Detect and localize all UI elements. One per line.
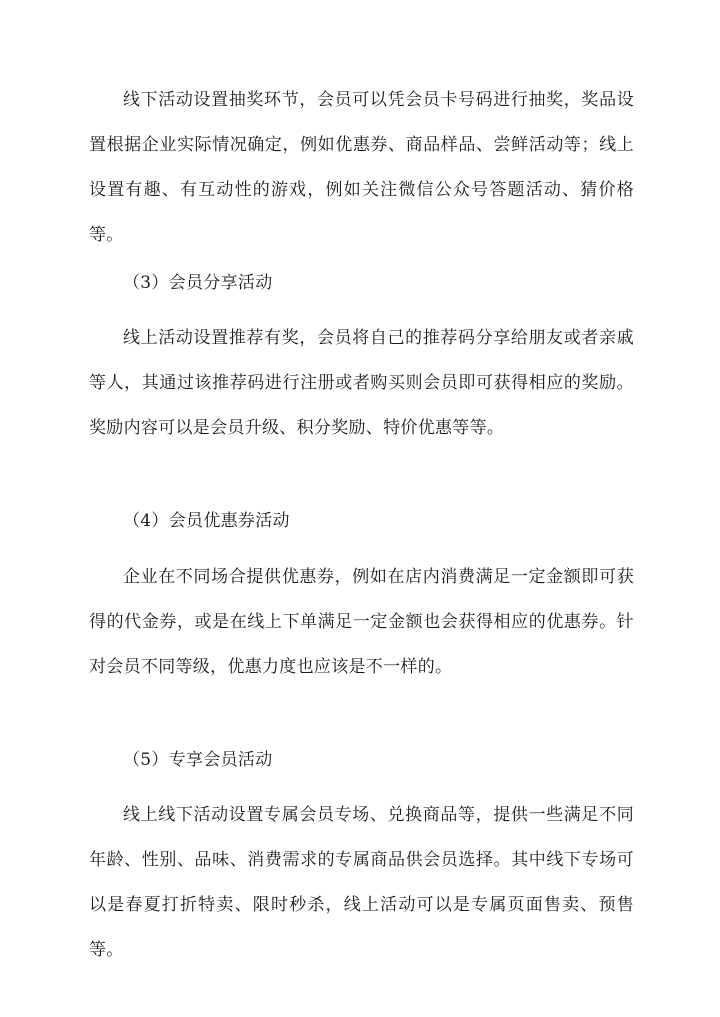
heading-member-sharing: （3）会员分享活动 xyxy=(123,273,273,293)
heading-exclusive-member: （5）专享会员活动 xyxy=(123,750,273,770)
paragraph-member-sharing: 线上活动设置推荐有奖，会员将自己的推荐码分享给朋友或者亲戚等人，其通过该推荐码进行注册或者购买则会员即可获得相应的奖励。奖励内容可以是会员升级、积分奖励、特价优惠等等。 xyxy=(89,328,634,438)
paragraph-exclusive-member: 线上线下活动设置专属会员专场、兑换商品等，提供一些满足不同年龄、性别、品味、消费需求的专属商品供会员选择。其中线下专场可以是春夏打折特卖、限时秒杀，线上活动可以是专属页面售卖、预售等。 xyxy=(89,805,634,960)
heading-member-coupon: （4）会员优惠券活动 xyxy=(123,511,290,531)
paragraph-lottery-activity: 线下活动设置抽奖环节，会员可以凭会员卡号码进行抽奖，奖品设置根据企业实际情况确定，例如优惠券、商品样品、尝鲜活动等；线上设置有趣、有互动性的游戏，例如关注微信公众号答题活动、猜价格等。 xyxy=(89,90,634,245)
paragraph-member-coupon: 企业在不同场合提供优惠券，例如在店内消费满足一定金额即可获得的代金券，或是在线上下单满足一定金额也会获得相应的优惠券。针对会员不同等级，优惠力度也应该是不一样的。 xyxy=(89,567,634,677)
